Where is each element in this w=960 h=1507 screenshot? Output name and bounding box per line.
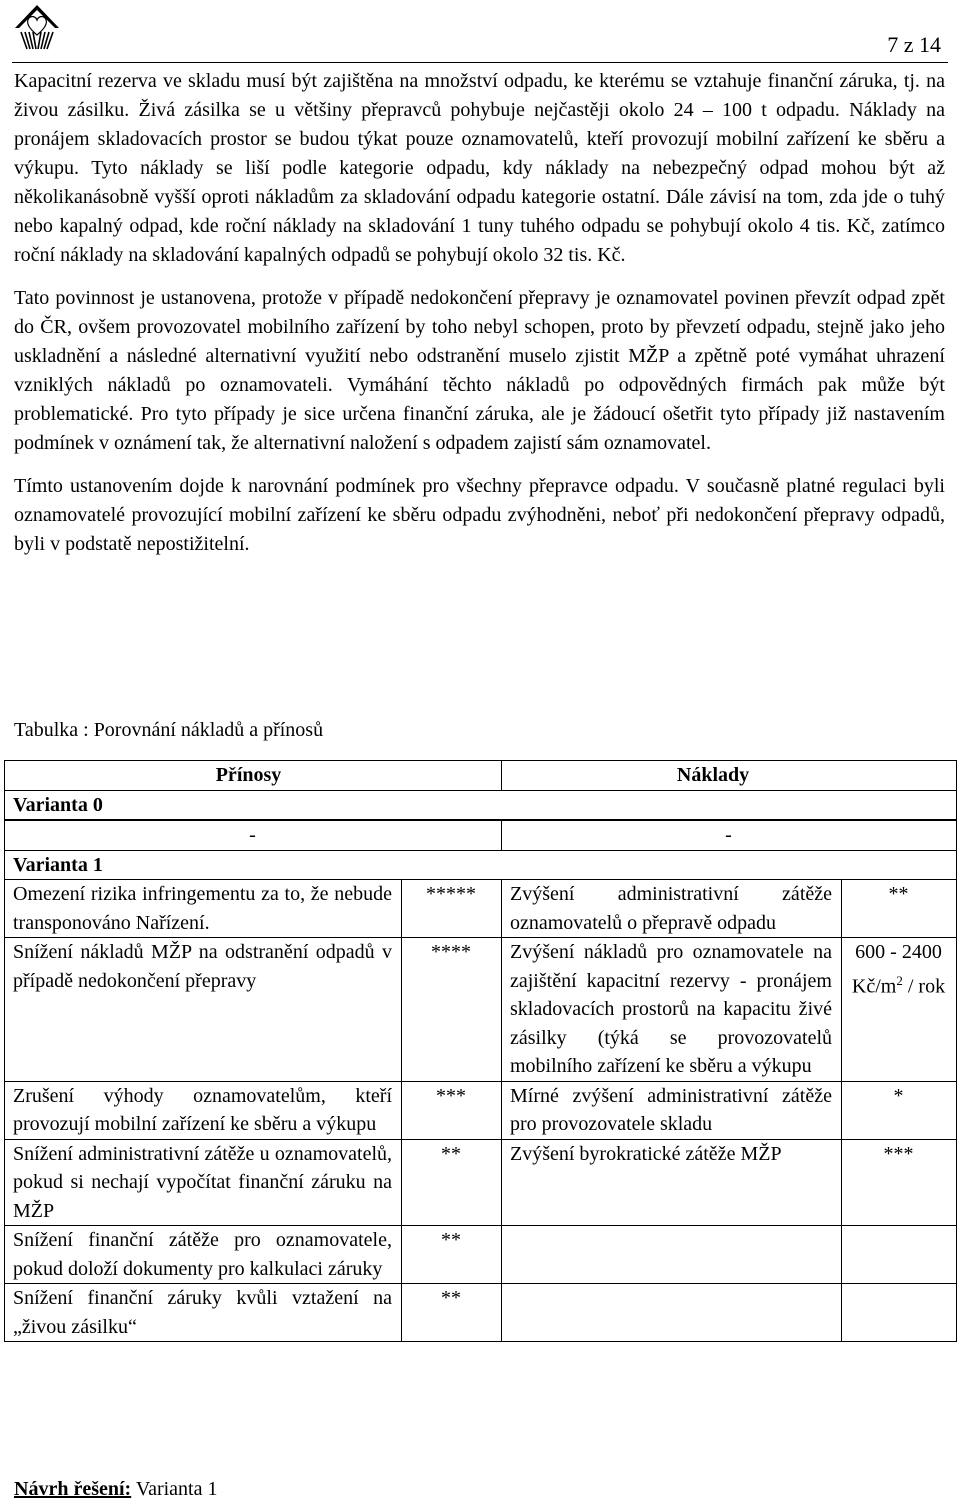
table-row <box>5 938 957 1082</box>
variant0-benefits: - <box>5 821 502 851</box>
benefit-cell: Zrušení výhody oznamovatelům, kteří provozují mobilní zařízení ke sběru a výkupu <box>5 1081 402 1139</box>
conclusion-value: Varianta 1 <box>131 1478 218 1500</box>
cost-rating <box>842 1226 957 1284</box>
cost-cell: Zvýšení administrativní zátěže oznamovatelů o přepravě odpadu <box>502 880 842 938</box>
comparison-table <box>4 760 957 1342</box>
heart-logo-icon <box>12 2 62 50</box>
benefit-rating: **** <box>402 938 502 1082</box>
conclusion-label: Návrh řešení: <box>14 1478 132 1500</box>
benefit-rating: ** <box>402 1284 502 1342</box>
variant-label-row <box>5 850 957 880</box>
benefits-header: Přínosy <box>5 761 502 791</box>
paragraph: Tímto ustanovením dojde k narovnání podmínek pro všechny přepravce odpadu. V současně platné regulaci byli oznamovatelé provozující mobilní zařízení ke sběru odpadu zvýhodněni, neboť při nedokončení přepravy odpadů, byli v podstatě nepostižitelní. <box>14 475 945 555</box>
header-divider <box>12 62 948 63</box>
benefit-cell: Snížení administrativní zátěže u oznamovatelů, pokud si nechají vypočítat finanční záruku na MŽP <box>5 1139 402 1226</box>
variant-label-row <box>5 790 957 820</box>
table-row <box>5 1284 957 1342</box>
superscript-2: 2 <box>896 972 903 988</box>
page-number: 7 z 14 <box>887 32 941 57</box>
table-header-row <box>5 761 957 791</box>
cost-rating-unit: / rok <box>902 975 946 998</box>
benefit-cell: Omezení rizika infringementu za to, že nebude transponováno Nařízení. <box>5 880 402 938</box>
paragraph: Tato povinnost je ustanovena, protože v případě nedokončení přepravy je oznamovatel povinen převzít odpad zpět do ČR, ovšem provozovatel mobilního zařízení by toho nebyl schopen, proto by převzetí odpadu, stejně jako jeho uskladnění a následné alternativní využití nebo odstranění muselo zjistit MŽP a zpětně poté vymáhat uhrazení vzniklých nákladů po oznamovateli. Vymáhání těchto nákladů po odpovědných firmách pak může být problematické. Pro tyto případy je sice určena finanční záruka, ale je žádoucí ošetřit tyto případy již nastavením podmínek v oznámení tak, že alternativní naložení s odpadem zajistí sám oznamovatel. <box>14 287 945 454</box>
cost-rating-value: 600 - 2400 Kč/m <box>851 941 942 998</box>
cost-rating: *** <box>842 1139 957 1226</box>
conclusion <box>14 1474 217 1504</box>
cost-cell: Mírné zvýšení administrativní zátěže pro provozovatele skladu <box>502 1081 842 1139</box>
cost-cell: Zvýšení nákladů pro oznamovatele na zajištění kapacitní rezervy - pronájem skladovacích prostorů na kapacitu živé zásilky (týká se provozovatelů mobilního zařízení ke sběru a výkupu <box>502 938 842 1082</box>
benefit-cell: Snížení finanční záruky kvůli vztažení na „živou zásilku“ <box>5 1284 402 1342</box>
benefit-rating: ** <box>402 1139 502 1226</box>
cost-cell <box>502 1284 842 1342</box>
costs-header: Náklady <box>502 761 957 791</box>
cost-cell <box>502 1226 842 1284</box>
variant0-costs: - <box>502 821 957 851</box>
variant1-label: Varianta 1 <box>5 850 957 880</box>
cost-rating <box>842 1284 957 1342</box>
benefit-cell: Snížení finanční zátěže pro oznamovatele, pokud doloží dokumenty pro kalkulaci záruky <box>5 1226 402 1284</box>
table-row <box>5 1081 957 1139</box>
table-caption: Tabulka : Porovnání nákladů a přínosů <box>14 719 324 741</box>
benefit-rating: *** <box>402 1081 502 1139</box>
body-text <box>14 67 945 559</box>
table-row <box>5 1139 957 1226</box>
cost-rating: * <box>842 1081 957 1139</box>
table-row <box>5 880 957 938</box>
cost-rating: ** <box>842 880 957 938</box>
cost-cell: Zvýšení byrokratické zátěže MŽP <box>502 1139 842 1226</box>
cost-rating <box>842 938 957 1082</box>
table-row <box>5 1226 957 1284</box>
benefit-rating: ** <box>402 1226 502 1284</box>
variant0-label: Varianta 0 <box>5 790 957 820</box>
benefit-rating: ***** <box>402 880 502 938</box>
table-row <box>5 821 957 851</box>
paragraph: Kapacitní rezerva ve skladu musí být zajištěna na množství odpadu, ke kterému se vztahuje finanční záruka, tj. na živou zásilku. Živá zásilka se u většiny přepravců pohybuje nejčastěji okolo 24 – 100 t odpadu. Náklady na pronájem skladovacích prostor se budou týkat pouze oznamovatelů, kteří provozují mobilní zařízení ke sběru a výkupu. Tyto náklady se liší podle kategorie odpadu, kdy náklady na nebezpečný odpad mohou být až několikanásobně vyšší oproti nákladům za skladování odpadu kategorie ostatní. Dále závisí na tom, zda jde o tuhý nebo kapalný odpad, kde roční náklady na skladování 1 tuny tuhého odpadu se pohybují okolo 4 tis. Kč, zatímco roční náklady na skladování kapalných odpadů se pohybují okolo 32 tis. Kč. <box>14 70 945 266</box>
benefit-cell: Snížení nákladů MŽP na odstranění odpadů v případě nedokončení přepravy <box>5 938 402 1082</box>
